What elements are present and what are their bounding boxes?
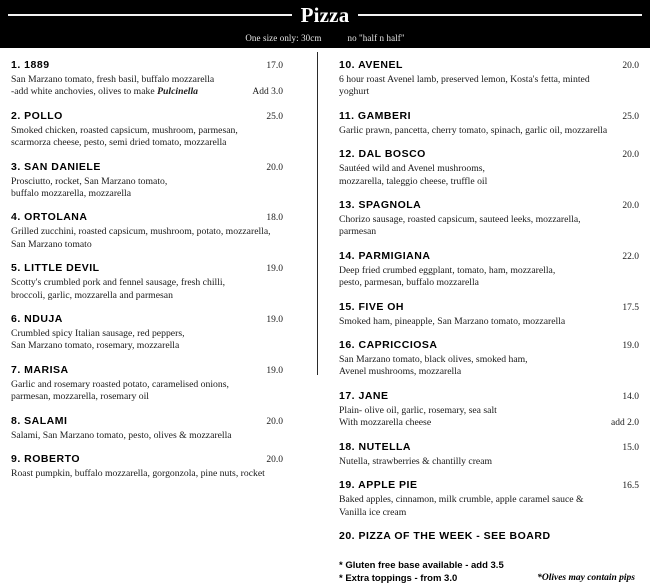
item-name: 18. NUTELLA: [339, 440, 412, 453]
item-header: [11, 211, 283, 225]
menu-item: [11, 453, 283, 480]
item-header: [11, 453, 283, 467]
item-description: [339, 456, 639, 468]
item-header: [11, 59, 283, 73]
menu-item: [339, 199, 639, 239]
menu-item: [339, 479, 639, 519]
description-line: parmesan, mozzarella, rosemary oil: [11, 391, 149, 403]
item-description: [11, 430, 283, 442]
addon-emphasis: Pulcinella: [157, 86, 198, 98]
item-price: 25.0: [266, 111, 283, 122]
description-line: Baked apples, cinnamon, milk crumble, apple caramel sauce &: [339, 494, 584, 506]
description-line: Scotty's crumbled pork and fennel sausage, fresh chilli,: [11, 277, 226, 289]
menu-item: [339, 110, 639, 137]
item-description: [339, 494, 639, 519]
item-description: [339, 354, 639, 379]
title-rule-right: [358, 14, 642, 16]
menu-item: [11, 161, 283, 201]
item-name: 16. CAPRICCIOSA: [339, 339, 438, 352]
description-line: Chorizo sausage, roasted capsicum, sauteed leeks, mozzarella,: [339, 214, 581, 226]
item-header: [11, 161, 283, 175]
description-line: Smoked chicken, roasted capsicum, mushroom, parmesan,: [11, 124, 238, 136]
menu-item: [11, 415, 283, 442]
item-name: 19. APPLE PIE: [339, 479, 418, 492]
description-line: Salami, San Marzano tomato, pesto, olives & mozzarella: [11, 429, 232, 441]
menu-item: [11, 59, 283, 99]
item-header: [11, 364, 283, 378]
item-description: [339, 265, 639, 290]
description-line: Vanilla ice cream: [339, 506, 407, 518]
description-line: San Marzano tomato: [11, 238, 92, 250]
description-line: parmesan: [339, 226, 377, 238]
item-header: [11, 415, 283, 429]
pizza-of-the-week: 20. PIZZA OF THE WEEK - SEE BOARD: [339, 529, 551, 542]
menu-header: [0, 0, 650, 48]
item-header: [339, 339, 639, 353]
description-line: Grilled zucchini, roasted capsicum, mushroom, potato, mozzarella,: [11, 226, 271, 238]
item-name: 5. LITTLE DEVIL: [11, 262, 100, 275]
addon-price: Add 3.0: [252, 87, 283, 98]
item-description: [11, 277, 283, 302]
description-line: Crumbled spicy Italian sausage, red peppers,: [11, 328, 185, 340]
header-subtitle: [0, 33, 650, 43]
item-header: [339, 301, 639, 315]
footer-notes: [339, 559, 504, 585]
item-price: 19.0: [266, 365, 283, 376]
item-price: 20.0: [622, 61, 639, 71]
item-price: 16.5: [622, 481, 639, 492]
item-name: 1. 1889: [11, 59, 50, 71]
item-header: [339, 199, 639, 213]
left-column: [0, 59, 317, 585]
menu-item: [11, 313, 283, 353]
description-line: mozzarella, taleggio cheese, truffle oil: [339, 175, 488, 187]
menu-item: [11, 364, 283, 404]
menu-item: [339, 441, 639, 468]
note-gluten-free: * Gluten free base available - add 3.5: [339, 559, 504, 571]
half-note: no "half n half": [347, 33, 405, 43]
right-column: [317, 59, 650, 585]
item-header: [339, 59, 639, 73]
item-description: [11, 328, 283, 353]
description-line: San Marzano tomato, black olives, smoked ham,: [339, 354, 528, 366]
item-price: 15.0: [622, 442, 639, 453]
menu-item: [339, 301, 639, 328]
menu-item: [339, 390, 639, 430]
item-name: 3. SAN DANIELE: [11, 160, 101, 173]
item-description: [339, 125, 639, 137]
description-line-addon: [11, 86, 283, 98]
item-description: [339, 405, 639, 430]
description-line: Plain- olive oil, garlic, rosemary, sea salt: [339, 404, 497, 416]
item-description: [339, 214, 639, 239]
item-price: 19.0: [266, 315, 283, 326]
item-price: 18.0: [266, 213, 283, 224]
item-price: 17.5: [622, 302, 639, 313]
note-extra-toppings: * Extra toppings - from 3.0: [339, 572, 458, 584]
addon-text: With mozzarella cheese: [339, 417, 432, 429]
item-price: 19.0: [622, 341, 639, 352]
item-price: 20.0: [266, 162, 283, 173]
item-header: [339, 390, 639, 404]
page-title: Pizza: [300, 2, 350, 27]
description-line: Avenel mushrooms, mozzarella: [339, 366, 462, 378]
item-price: 14.0: [622, 391, 639, 402]
item-price: 20.0: [622, 201, 639, 212]
item-description: [11, 226, 283, 251]
item-description: [339, 74, 639, 99]
item-description: [339, 316, 639, 328]
description-line: Sautéed wild and Avenel mushrooms,: [339, 163, 485, 175]
addon-price: add 2.0: [611, 418, 639, 429]
description-line: San Marzano tomato, rosemary, mozzarella: [11, 340, 180, 352]
menu-item: [339, 148, 639, 188]
description-line: Garlic prawn, pancetta, cherry tomato, spinach, garlic oil, mozzarella: [339, 124, 608, 136]
item-price: 20.0: [266, 416, 283, 427]
description-line: broccoli, garlic, mozzarella and parmesan: [11, 289, 173, 301]
addon-prefix: -add white anchovies, olives to make: [11, 86, 158, 98]
menu-item: [11, 110, 283, 150]
description-line: pesto, parmesan, buffalo mozzarella: [339, 277, 479, 289]
item-header: [339, 110, 639, 124]
item-name: 13. SPAGNOLA: [339, 199, 422, 212]
item-price: 22.0: [622, 251, 639, 262]
item-description: [11, 125, 283, 150]
menu-columns: [0, 48, 650, 585]
item-name: 4. ORTOLANA: [11, 211, 88, 224]
menu-footer: [339, 559, 639, 585]
item-name: 15. FIVE OH: [339, 300, 405, 313]
title-row: [0, 3, 650, 27]
item-name: 17. JANE: [339, 389, 389, 402]
item-description: [11, 468, 283, 480]
description-line: scarmorza cheese, pesto, semi dried tomato, mozzarella: [11, 137, 227, 149]
item-description: [11, 379, 283, 404]
item-price: 25.0: [622, 111, 639, 122]
item-description: [11, 74, 283, 99]
item-description: [339, 163, 639, 188]
menu-item: [339, 59, 639, 99]
description-line: San Marzano tomato, fresh basil, buffalo mozzarella: [11, 74, 215, 85]
note-olive-pips: *Olives may contain pips: [537, 572, 635, 583]
description-line: Nutella, strawberries & chantilly cream: [339, 455, 493, 467]
item-price: 20.0: [622, 150, 639, 161]
item-name: 12. DAL BOSCO: [339, 148, 426, 161]
item-description: [11, 176, 283, 201]
item-header: [11, 313, 283, 327]
description-line-addon: [339, 417, 639, 429]
menu-item: [339, 250, 639, 290]
item-name: 11. GAMBERI: [339, 109, 412, 122]
description-line: Garlic and rosemary roasted potato, caramelised onions,: [11, 378, 229, 390]
title-rule-left: [8, 14, 292, 16]
item-name: 14. PARMIGIANA: [339, 249, 431, 262]
description-line: 6 hour roast Avenel lamb, preserved lemon, Kosta's fetta, minted: [339, 74, 590, 85]
item-price: 19.0: [266, 264, 283, 275]
description-line: Deep fried crumbed eggplant, tomato, ham, mozzarella,: [339, 264, 556, 276]
item-name: 10. AVENEL: [339, 59, 403, 71]
item-name: 8. SALAMI: [11, 414, 68, 427]
description-line: yoghurt: [339, 86, 370, 98]
column-divider: [317, 52, 318, 375]
description-line: Prosciutto, rocket, San Marzano tomato,: [11, 175, 168, 187]
item-header: [339, 441, 639, 455]
description-line: Smoked ham, pineapple, San Marzano tomato, mozzarella: [339, 315, 566, 327]
item-name: 2. POLLO: [11, 109, 63, 122]
item-header: [11, 110, 283, 124]
item-header: [339, 250, 639, 264]
item-name: 7. MARISA: [11, 363, 69, 376]
item-price: 20.0: [266, 455, 283, 466]
item-name: 6. NDUJA: [11, 313, 63, 326]
description-line: buffalo mozzarella, mozzarella: [11, 188, 132, 200]
item-header: [339, 148, 639, 162]
item-name: 9. ROBERTO: [11, 453, 80, 466]
item-price: 17.0: [266, 61, 283, 71]
item-header: [11, 262, 283, 276]
menu-item: [11, 262, 283, 302]
description-line: Roast pumpkin, buffalo mozzarella, gorgonzola, pine nuts, rocket: [11, 468, 265, 480]
menu-item: [339, 339, 639, 379]
size-note: One size only: 30cm: [245, 33, 322, 43]
menu-item: [11, 211, 283, 251]
item-header: [339, 479, 639, 493]
addon-text: [11, 86, 244, 98]
